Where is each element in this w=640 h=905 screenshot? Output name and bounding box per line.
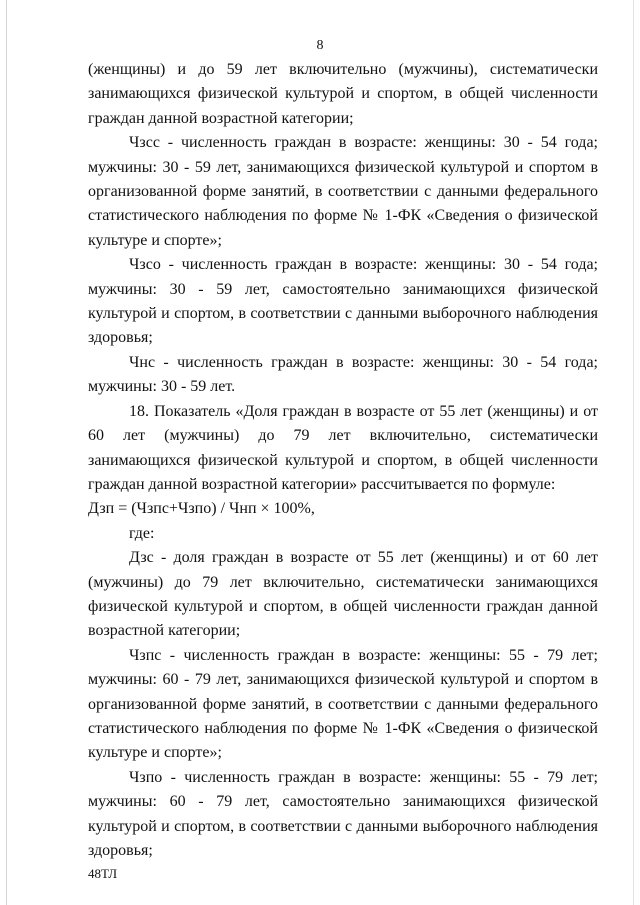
scan-edge-left — [6, 0, 7, 905]
page-number: 8 — [316, 38, 324, 53]
definition-chzpo: Чзпо - численность граждан в возрасте: женщины: 55 - 79 лет; мужчины: 60 - 79 лет, самостоятельно занимающихся физической культурой и спортом, в соответствии с данными выборочного наблюдения здоровья; — [88, 768, 598, 859]
formula: Дзп = (Чзпс+Чзпо) / Чнп × 100%, — [88, 500, 315, 518]
where-label: где: — [129, 524, 155, 542]
definition-chns: Чнс - численность граждан в возрасте: женщины: 30 - 54 года; мужчины: 30 - 59 лет. — [88, 353, 598, 396]
footer-code: 48ТЛ — [88, 866, 118, 881]
paragraph-continuation: (женщины) и до 59 лет включительно (мужчины), систематически занимающихся физической культурой и спортом, в общей численности граждан данной возрастной категории; — [88, 61, 598, 127]
definition-chzso: Чзсо - численность граждан в возрасте: женщины: 30 - 54 года; мужчины: 30 - 59 лет, самостоятельно занимающихся физической культурой и спортом, в соответствии с данными выборочного наблюдения здоровья; — [88, 256, 598, 347]
body-text — [88, 58, 598, 863]
indicator-18-paragraph: 18. Показатель «Доля граждан в возрасте от 55 лет (женщины) и от 60 лет (мужчины) до 79 лет включительно, систематически занимающихся физической культурой и спортом, в общей численности граждан данной возрастной категории» рассчитывается по формуле: — [88, 402, 598, 493]
definition-chzss: Чзсс - численность граждан в возрасте: женщины: 30 - 54 года; мужчины: 30 - 59 лет, занимающихся физической культурой и спортом в организованной форме занятий, в соответствии с данными федерального статистического наблюдения по форме № 1-ФК «Сведения о физической культуре и спорте»; — [88, 134, 598, 249]
definition-dzs: Дзс - доля граждан в возрасте от 55 лет (женщины) и от 60 лет (мужчины) до 79 лет включительно, систематически занимающихся физической культурой и спортом, в общей численности граждан данной возрастной категории; — [88, 549, 598, 640]
definition-chzps: Чзпс - численность граждан в возрасте: женщины: 55 - 79 лет; мужчины: 60 - 79 лет, занимающихся физической культурой и спортом в организованной форме занятий, в соответствии с данными федерального статистического наблюдения по форме № 1-ФК «Сведения о физической культуре и спорте»; — [88, 646, 598, 762]
scan-edge-right — [633, 0, 634, 905]
